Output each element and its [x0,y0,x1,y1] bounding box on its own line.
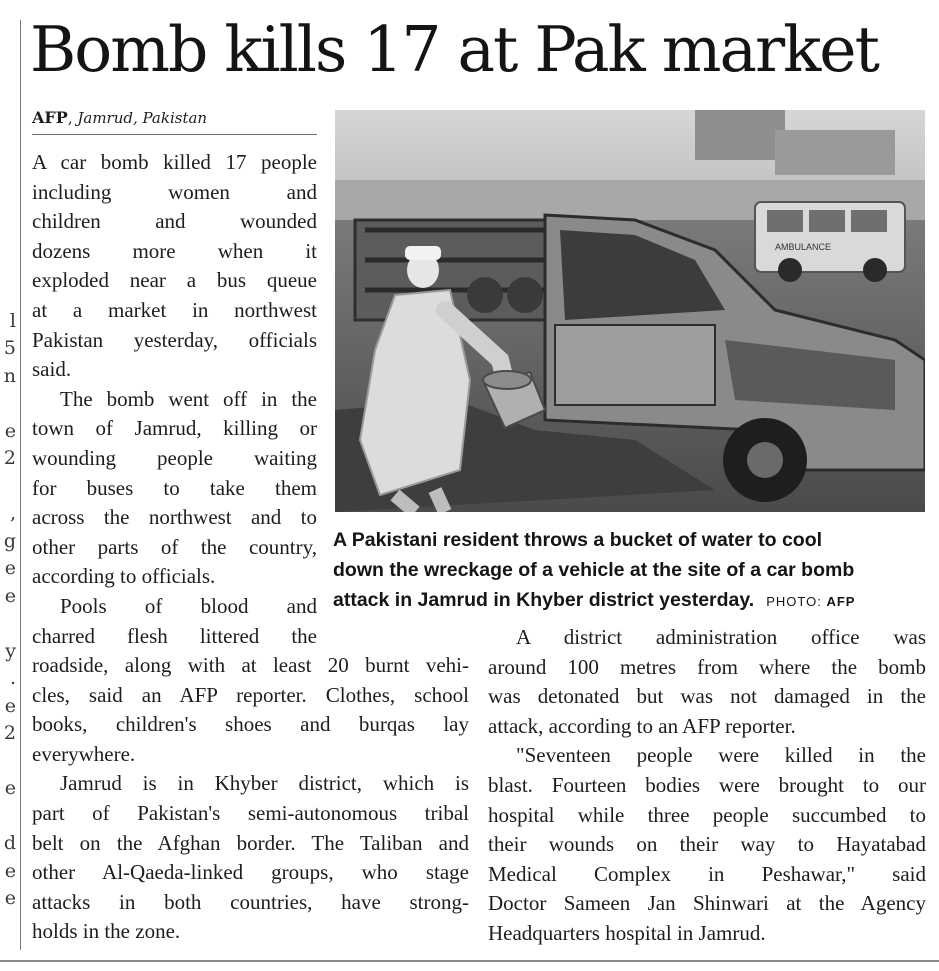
text-line: wounding people waiting [32,445,317,470]
article-column-1-wide [32,651,469,947]
text-line: according to officials. [32,564,216,589]
byline-location: Jamrud, Pakistan [77,109,208,127]
text-line: cles, said an AFP reporter. Clothes, school [32,682,469,707]
text-line: across the northwest and to [32,505,317,530]
edge-fragment [2,280,16,308]
caption-line [333,585,928,617]
text-line: around 100 metres from where the bomb [488,654,926,679]
text-line: The bomb went off in the [60,386,317,411]
edge-fragment: y [5,639,16,662]
photo-credit-label: PHOTO: [766,594,822,609]
edge-fragment: e [4,557,16,579]
edge-fragment: e [4,887,16,909]
text-line: blast. Fourteen bodies were brought to our [488,772,926,797]
edge-fragment: e [4,584,16,607]
text-line: at a market in northwest [32,297,317,322]
text-line: holds in the zone. [32,919,181,944]
text-line: Pakistan yesterday, officials [32,327,317,352]
caption-line: down the wreckage of a vehicle at the site of a car bomb [333,559,855,581]
text-line: Jamrud is in Khyber district, which is [60,771,469,796]
edge-fragment: l [9,309,16,332]
byline-agency: AFP [32,108,68,127]
caption-line: A Pakistani resident throws a bucket of water to cool [333,529,823,551]
text-line: Doctor Sameen Jan Shinwari at the Agency [488,891,926,916]
edge-fragment: g [3,529,16,552]
edge-fragment: 2 [3,722,16,744]
text-line: A car bomb killed 17 people [32,150,317,174]
text-line: Pools of blood and [60,593,317,618]
text-line: other Al-Qaeda-linked groups, who stage [32,860,469,885]
edge-fragment: e [4,777,16,799]
edge-fragment [2,748,16,776]
text-line: roadside, along with at least 20 burnt vehi- [32,653,469,677]
text-line: charred flesh littered the [32,623,317,648]
ambulance-sign: AMBULANCE [775,242,832,252]
text-line: Medical Complex in Peshawar," said [488,861,926,886]
byline: AFP, Jamrud, Pakistan [32,106,317,135]
text-line: part of Pakistan's semi-autonomous tribal [32,800,469,825]
edge-fragment [2,803,16,831]
edge-fragment [2,610,16,638]
edge-fragment: , [9,502,16,524]
text-line: dozens more when it [32,238,317,263]
text-line: said. [32,357,72,382]
text-line: for buses to take them [32,475,317,500]
edge-fragment [2,473,16,501]
photo-credit-source: AFP [826,594,856,609]
edge-fragment: e [4,694,16,717]
text-line: attacks in both countries, have strong- [32,889,469,914]
text-line: everywhere. [32,741,136,766]
photo-credit [766,594,855,609]
edge-fragment: 5 [3,337,16,359]
edge-fragment: e [4,419,16,442]
edge-fragment: . [9,667,16,689]
news-photo [335,110,925,512]
text-line: children and wounded [32,209,317,234]
text-line: including women and [32,179,317,204]
edge-fragment [2,390,16,418]
text-line: exploded near a bus queue [32,268,317,293]
edge-fragment: d [3,832,16,854]
text-line: belt on the Afghan border. The Taliban and [32,830,469,855]
bottom-rule [0,960,939,962]
article-column-1-narrow [32,148,317,651]
headline: Bomb kills 17 at Pak market [30,13,878,86]
text-line: hospital while three people succumbed to [488,802,926,827]
text-line: attack, according to an AFP reporter. [488,713,796,738]
article-column-2 [488,623,926,949]
text-line: "Seventeen people were killed in the [516,743,926,768]
adjacent-column-fragments [2,280,16,920]
photo-caption [333,525,928,617]
text-line: town of Jamrud, killing or [32,416,317,441]
edge-fragment: 2 [3,447,16,469]
text-line: their wounds on their way to Hayatabad [488,832,926,857]
column-rule [20,20,21,950]
text-line: Headquarters hospital in Jamrud. [488,920,766,945]
text-line: was detonated but was not damaged in the [488,684,926,709]
edge-fragment: n [3,364,16,387]
text-line: books, children's shoes and burqas lay [32,712,469,737]
text-line: other parts of the country, [32,534,317,559]
caption-line-text: attack in Jamrud in Khyber district yesterday. [333,589,755,611]
edge-fragment: e [4,859,16,882]
text-line: A district administration office was [516,625,926,649]
